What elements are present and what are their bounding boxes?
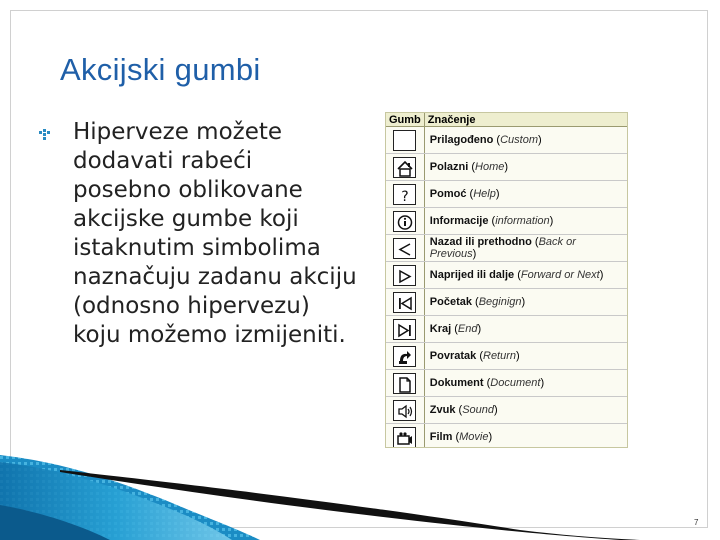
meaning-cell: Dokument (Document)	[424, 370, 627, 397]
meaning-name: Informacije	[429, 215, 489, 227]
meaning-name: Dokument	[429, 377, 484, 389]
body-line: koju možemo izmijeniti.	[73, 322, 346, 348]
slide-title: Akcijski gumbi	[60, 52, 261, 87]
meaning-english: Help	[473, 188, 496, 200]
column-header-button: Gumb	[386, 113, 424, 127]
meaning-cell: Nazad ili prethodno (Back or Previous)	[424, 235, 627, 262]
meaning-english: Document	[490, 377, 541, 389]
meaning-cell: Povratak (Return)	[424, 343, 627, 370]
column-header-meaning: Značenje	[424, 113, 627, 127]
body-line: Hiperveze možete	[73, 119, 283, 145]
meaning-english: Home	[475, 161, 505, 173]
meaning-name: Polazni	[429, 161, 469, 173]
meaning-english: End	[457, 323, 478, 335]
meaning-name: Prilagođeno	[429, 134, 494, 146]
body-line: dodavati rabeći	[73, 148, 253, 174]
body-line: posebno oblikovane	[73, 177, 303, 203]
meaning-cell: Kraj (End)	[424, 316, 627, 343]
meaning-cell: Početak (Beginign)	[424, 289, 627, 316]
meaning-english: Sound	[462, 404, 495, 416]
meaning-english: Custom	[500, 134, 538, 146]
meaning-cell: Prilagođeno (Custom)	[424, 127, 627, 154]
meaning-name: Kraj	[429, 323, 452, 335]
meaning-name: Pomoć	[429, 188, 467, 200]
body-line: (odnosno hipervezu)	[73, 293, 310, 319]
meaning-cell: Pomoć (Help)	[424, 181, 627, 208]
meaning-english: Return	[483, 350, 517, 362]
meaning-cell: Film (Movie)	[424, 424, 627, 449]
meaning-cell: Informacije (information)	[424, 208, 627, 235]
meaning-english: Back or Previous	[429, 236, 576, 260]
meaning-english: information	[495, 215, 550, 227]
meaning-cell: Zvuk (Sound)	[424, 397, 627, 424]
meaning-name: Povratak	[429, 350, 477, 362]
page-number: 7	[694, 518, 699, 527]
body-line: akcijske gumbe koji	[73, 206, 299, 232]
meaning-english: Forward or Next	[520, 269, 600, 281]
meaning-english: Beginign	[478, 296, 522, 308]
meaning-cell: Naprijed ili dalje (Forward or Next)	[424, 262, 627, 289]
meaning-name: Nazad ili prethodno	[429, 236, 532, 248]
meaning-name: Zvuk	[429, 404, 456, 416]
meaning-name: Film	[429, 431, 453, 443]
meaning-name: Naprijed ili dalje	[429, 269, 515, 281]
meaning-english: Movie	[459, 431, 489, 443]
meaning-cell: Polazni (Home)	[424, 154, 627, 181]
meaning-name: Početak	[429, 296, 472, 308]
svg-text:?: ?	[401, 188, 410, 205]
body-line: istaknutim simbolima	[73, 235, 321, 261]
body-line: naznačuju zadanu akciju	[73, 264, 357, 290]
